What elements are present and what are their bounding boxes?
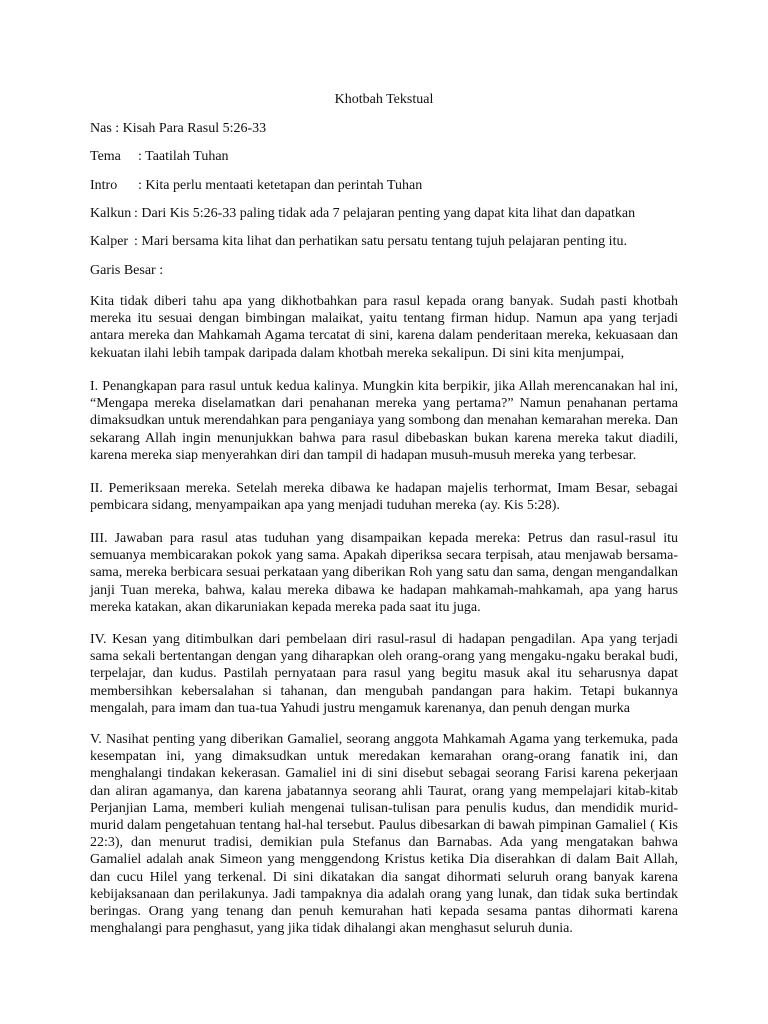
nas-line: Nas : Kisah Para Rasul 5:26-33 (90, 121, 267, 136)
kalper-value: : Mari bersama kita lihat dan perhatikan satu persatu tentang tujuh pelajaran penting itu. (134, 234, 627, 249)
paragraph-point-4: IV. Kesan yang ditimbulkan dari pembelaan diri rasul-rasul di hadapan pengadilan. Apa yang terjadi sama sekali bertentangan dengan yang diharapkan oleh orang-orang yang mengaku-ngaku berakal budi, terpelajar, dan kudus. Pastilah pernyataan para rasul yang begitu masuk akal itu seharusnya dapat membersihkan kebersalahan si tahanan, dan mengubah pandangan para hakim. Tetapi bukannya mengalah, para imam dan tua-tua Yahudi justru mengamuk karenanya, dan penuh dengan murka (90, 632, 678, 716)
tema-value: : Taatilah Tuhan (138, 149, 229, 164)
paragraph-point-3: III. Jawaban para rasul atas tuduhan yang disampaikan kepada mereka: Petrus dan rasul-rasul itu semuanya membicarakan pokok yang sama. Apakah diperiksa secara terpisah, atau menjawab bersama-sama, mereka berbicara sesuai perkataan yang diberikan Roh yang satu dan sama, dengan mengandalkan janji Tuan mereka, bahwa, kalau mereka dibawa ke hadapan mahkamah-mahkamah, apa yang harus mereka katakan, akan dikaruniakan kepada mereka pada saat itu juga. (90, 531, 678, 615)
tema-line (90, 148, 229, 166)
paragraph-point-1: I. Penangkapan para rasul untuk kedua kalinya. Mungkin kita berpikir, jika Allah merencanakan hal ini, “Mengapa mereka diselamatkan dari penahanan mereka yang pertama?” Namun penahanan pertama dimaksudkan untuk merendahkan para penganiaya yang sombong dan menahan kemarahan mereka. Dan sekarang Allah ingin menunjukkan bahwa para rasul dibebaskan bukan karena mereka takut diadili, karena mereka siap menyerahkan diri dan tampil di hadapan musuh-musuh mereka yang terbesar. (90, 379, 678, 463)
garis-besar-heading: Garis Besar : (90, 263, 164, 278)
tema-label: Tema (90, 149, 121, 164)
kalper-line (90, 233, 627, 251)
kalkun-value: : Dari Kis 5:26-33 paling tidak ada 7 pelajaran penting yang dapat kita lihat dan dapatkan (134, 206, 636, 221)
intro-value: : Kita perlu mentaati ketetapan dan perintah Tuhan (138, 178, 423, 193)
paragraph-intro: Kita tidak diberi tahu apa yang dikhotbahkan para rasul kepada orang banyak. Sudah pasti khotbah mereka itu sesuai dengan bimbingan malaikat, yaitu tentang firman hidup. Namun apa yang terjadi antara mereka dan Mahkamah Agama tercatat di sini, karena dalam penderitaan mereka, kekuasaan dan kekuatan ilahi lebih tampak daripada dalam khotbah mereka sekalipun. Di sini kita menjumpai, (90, 294, 678, 361)
paragraph-point-5: V. Nasihat penting yang diberikan Gamaliel, seorang anggota Mahkamah Agama yang terkemuka, pada kesempatan ini, yang dimaksudkan untuk meredakan kemarahan orang-orang fanatik ini, dan menghalangi tindakan kekerasan. Gamaliel ini di sini disebut sebagai seorang Farisi karena pekerjaan dan aliran agamanya, dan karena jabatannya seorang ahli Taurat, orang yang mempelajari kitab-kitab Perjanjian Lama, memberi kuliah mengenai tulisan-tulisan para penulis kudus, dan mendidik murid-murid dalam pengetahuan tentang hal-hal tersebut. Paulus dibesarkan di bawah pimpinan Gamaliel ( Kis 22:3), dan menurut tradisi, demikian pula Stefanus dan Barnabas. Ada yang mengatakan bahwa Gamaliel adalah anak Simeon yang menggendong Kristus ketika Dia diserahkan di dalam Bait Allah, dan cucu Hilel yang terkenal. Di sini dikatakan dia sangat dihormati seluruh orang banyak karena kebijaksanaan dan perilakunya. Jadi tampaknya dia adalah orang yang lunak, dan tidak suka bertindak beringas. Orang yang tenang dan penuh kemurahan hati kepada sesama pantas dihormati karena menghalangi para penghasut, yang jika tidak dihalangi akan menghasut seluruh dunia. (90, 732, 678, 937)
kalkun-line (90, 205, 635, 223)
paragraph-point-2: II. Pemeriksaan mereka. Setelah mereka dibawa ke hadapan majelis terhormat, Imam Besar, sebagai pembicara sidang, menyampaikan apa yang menjadi tuduhan mereka (ay. Kis 5:28). (90, 481, 678, 514)
document-title: Khotbah Tekstual (334, 92, 434, 107)
intro-line (90, 177, 422, 195)
kalper-label: Kalper (90, 234, 129, 249)
intro-label: Intro (90, 178, 118, 193)
kalkun-label: Kalkun (90, 206, 132, 221)
